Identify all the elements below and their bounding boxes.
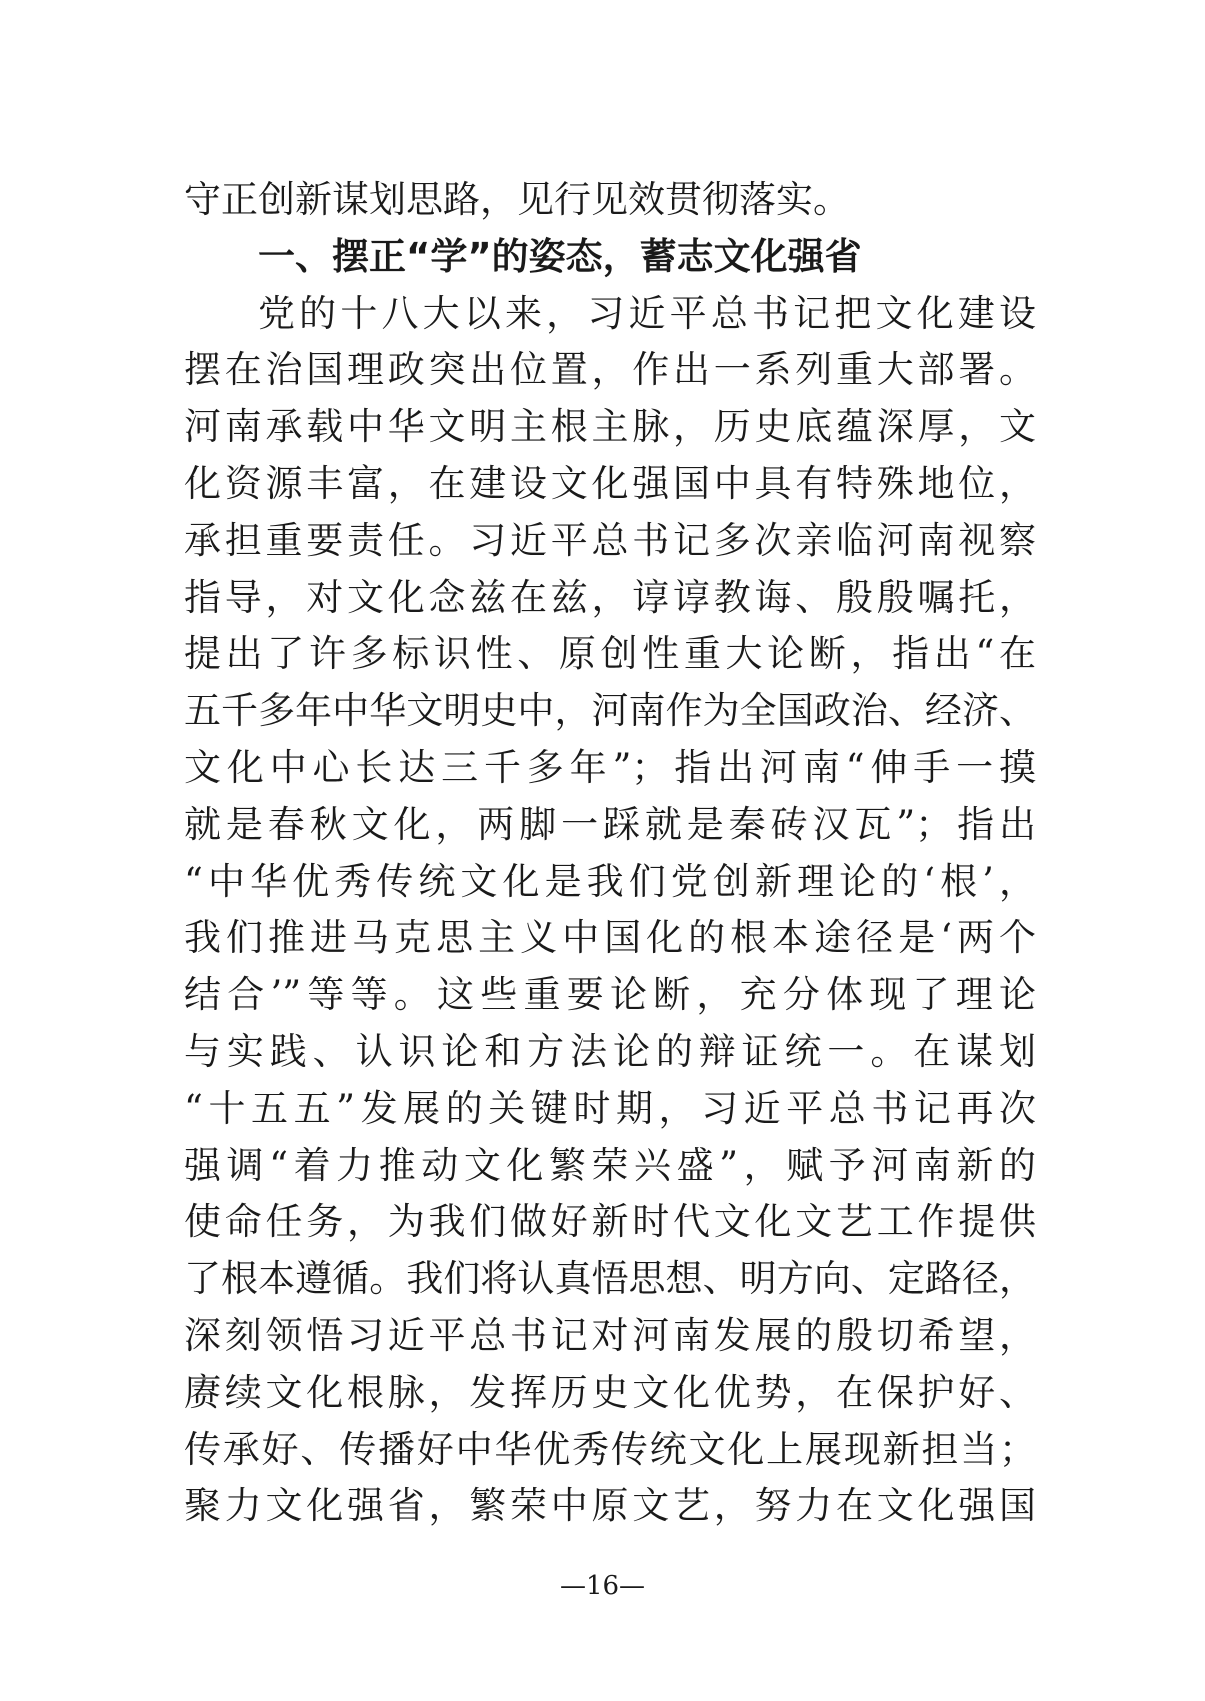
text-line: 结合’”等等。这些重要论断，充分体现了理论 xyxy=(184,973,1036,1017)
text-line: 了根本遵循。我们将认真悟思想、明方向、定路径， xyxy=(184,1257,1036,1301)
text-line: 使命任务，为我们做好新时代文化文艺工作提供 xyxy=(184,1200,1036,1244)
text-line: 深刻领悟习近平总书记对河南发展的殷切希望， xyxy=(184,1313,1036,1357)
section-heading: 一、摆正“学”的姿态，蓄志文化强省 xyxy=(258,234,862,278)
text-line: 传承好、传播好中华优秀传统文化上展现新担当； xyxy=(184,1427,1036,1471)
text-line: 文化中心长达三千多年”；指出河南“伸手一摸 xyxy=(184,745,1036,789)
text-line: 强调“着力推动文化繁荣兴盛”，赋予河南新的 xyxy=(184,1143,1036,1187)
text-line: 提出了许多标识性、原创性重大论断，指出“在 xyxy=(184,632,1036,676)
page-number: —16— xyxy=(559,1571,646,1601)
text-line: 与实践、认识论和方法论的辩证统一。在谋划 xyxy=(184,1029,1036,1073)
text-line: 就是春秋文化，两脚一踩就是秦砖汉瓦”；指出 xyxy=(184,802,1036,846)
text-line: 化资源丰富，在建设文化强国中具有特殊地位， xyxy=(184,461,1036,505)
body-text xyxy=(184,172,1036,1535)
paragraph-first-line: 党的十八大以来，习近平总书记把文化建设 xyxy=(258,291,1036,335)
text-line: 赓续文化根脉，发挥历史文化优势，在保护好、 xyxy=(184,1370,1036,1414)
text-line: 指导，对文化念兹在兹，谆谆教诲、殷殷嘱托， xyxy=(184,575,1036,619)
text-line: “十五五”发展的关键时期，习近平总书记再次 xyxy=(184,1086,1036,1130)
text-line: 摆在治国理政突出位置，作出一系列重大部署。 xyxy=(184,348,1036,392)
text-line: 我们推进马克思主义中国化的根本途径是‘两个 xyxy=(184,916,1036,960)
text-line: 五千多年中华文明史中，河南作为全国政治、经济、 xyxy=(184,689,1036,733)
text-line: 承担重要责任。习近平总书记多次亲临河南视察 xyxy=(184,518,1036,562)
text-line: 河南承载中华文明主根主脉，历史底蕴深厚，文 xyxy=(184,405,1036,449)
text-line: 守正创新谋划思路，见行见效贯彻落实。 xyxy=(184,178,850,221)
text-line: “中华优秀传统文化是我们党创新理论的‘根’， xyxy=(184,859,1036,903)
text-line: 聚力文化强省，繁荣中原文艺，努力在文化强国 xyxy=(184,1484,1036,1528)
